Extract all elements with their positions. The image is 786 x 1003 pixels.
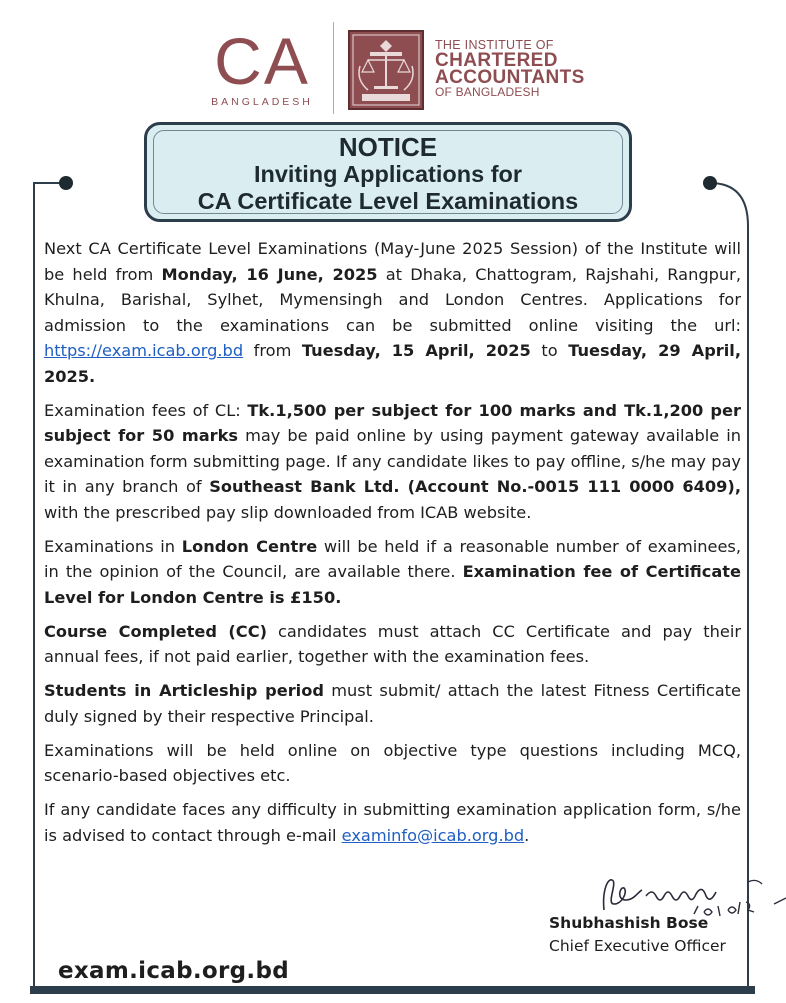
paragraph-contact [44, 797, 741, 848]
text-run: at Dhaka, Chattogram, Rajshahi, Rangpur, Khulna, Barishal, Sylhet, Mymensingh and London Centres. Applications for admission to the examinations can be submitted online visiting the url: [44, 264, 741, 335]
notice-body [44, 236, 741, 857]
articleship-students: Students in Articleship period [44, 681, 324, 700]
text-run: Examination fees of CL: [44, 400, 248, 420]
text-run: with the prescribed pay slip downloaded from ICAB website. [44, 502, 532, 522]
text-run: If any candidate faces any difficulty in submitting examination application form, s/he is advised to contact through e-mail [44, 800, 741, 845]
text-run: Next CA Certificate Level Examinations (May-June 2025 Session) of the Institute will be held from [44, 239, 741, 284]
text-run: Examinations in [44, 536, 182, 556]
paragraph-fees [44, 398, 741, 526]
text-run: candidates must attach CC Certificate and pay their annual fees, if not paid earlier, together with the examination fees. [44, 621, 741, 666]
institute-line-4: OF BANGLADESH [435, 85, 540, 99]
ca-logo-subtitle: BANGLADESH [211, 96, 313, 108]
text-run: will be held if a reasonable number of examinees, in the opinion of the Council, are available there. [44, 536, 741, 581]
footer-website[interactable]: exam.icab.org.bd [58, 958, 289, 984]
paragraph-cc [44, 619, 741, 670]
fee-amounts: Tk.1,500 per subject for 100 marks and Tk.1,200 per subject for 50 marks [44, 400, 741, 445]
application-close-date: Tuesday, 29 April, 2025. [44, 341, 742, 386]
institute-line-2: CHARTERED [435, 50, 558, 71]
text-run: must submit/ attach the latest Fitness Certificate duly signed by their respective Principal. [44, 681, 741, 726]
london-fee: Examination fee of Certificate Level for London Centre is £150. [44, 562, 741, 607]
institute-line-3: ACCOUNTANTS [435, 67, 585, 88]
paragraph-london [44, 534, 741, 611]
text-run: . [524, 825, 530, 845]
exam-portal-link[interactable]: https://exam.icab.org.bd [44, 341, 244, 360]
notice-subtitle-line-1: Inviting Applications for [253, 161, 523, 187]
signatory-name: Shubhashish Bose [549, 914, 709, 932]
application-open-date: Tuesday, 15 April, 2025 [301, 341, 531, 360]
notice-title: NOTICE [338, 132, 438, 162]
exam-start-date: Monday, 16 June, 2025 [161, 264, 378, 284]
signatory-title: Chief Executive Officer [549, 937, 726, 955]
text-run: Examinations will be held online on objective type questions including MCQ, scenario-based objectives etc. [44, 740, 741, 785]
text-run: may be paid online by using payment gateway available in examination form submitting page. If any candidate likes to pay offline, s/he may pay it in any branch of [44, 426, 741, 496]
ca-logo-mark: CA [214, 24, 310, 98]
notice-subtitle-line-2: CA Certificate Level Examinations [197, 188, 579, 214]
text-run: from [243, 341, 302, 360]
paragraph-format [44, 738, 741, 789]
paragraph-schedule [44, 236, 741, 389]
bank-account: Southeast Bank Ltd. (Account No.-0015 111 0000 6409), [209, 477, 741, 496]
london-centre: London Centre [181, 536, 318, 556]
paragraph-articleship [44, 678, 741, 729]
contact-email-link[interactable]: examinfo@icab.org.bd [341, 825, 525, 845]
text-run: to [530, 341, 569, 360]
course-completed: Course Completed (CC) [44, 621, 267, 641]
notice-heading-box [144, 122, 632, 222]
institute-line-1: THE INSTITUTE OF [435, 38, 554, 52]
